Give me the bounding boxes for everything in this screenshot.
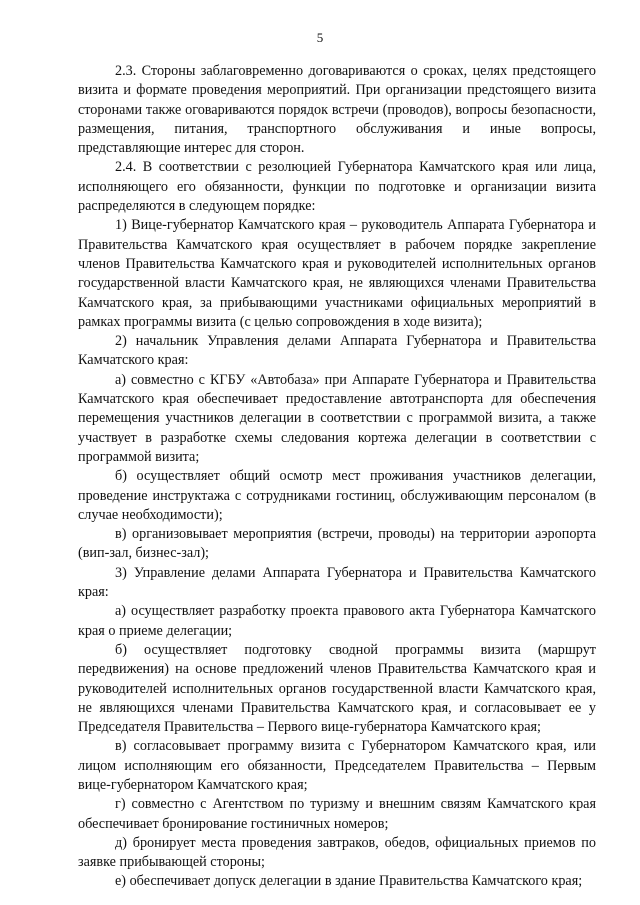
paragraph-item-1: 1) Вице-губернатор Камчатского края – руководитель Аппарата Губернатора и Правительства Камчатского края осуществляет в рабочем порядке закрепление членов Правительства Камчатского края и руководителей исполнительных органов государственной власти Камчатского края, не являющихся членами Правительства Камчатского края, за прибывающими участниками официальных мероприятий в рамках программы визита (с целью сопровождения в ходе визита); bbox=[78, 217, 596, 330]
paragraph-item-3a: а) осуществляет разработку проекта правового акта Губернатора Камчатского края о приеме делегации; bbox=[78, 603, 596, 639]
paragraph-2-4: 2.4. В соответствии с резолюцией Губернатора Камчатского края или лица, исполняющего его обязанности, функции по подготовке и организации визита распределяются в следующем порядке: bbox=[78, 159, 596, 215]
paragraph-item-3b: б) осуществляет подготовку сводной программы визита (маршрут передвижения) на основе предложений членов Правительства Камчатского края и руководителей исполнительных органов государственной власти Камчатского края, не являющихся членами Правительства Камчатского края, и согласовывает ее у Председателя Правительства – Первого вице-губернатора Камчатского края; bbox=[78, 641, 596, 736]
document-body bbox=[78, 62, 596, 892]
page-number: 5 bbox=[316, 30, 324, 45]
paragraph-item-3d: д) бронирует места проведения завтраков, обедов, официальных приемов по заявке прибывающей стороны; bbox=[78, 834, 596, 871]
paragraph-item-2b: б) осуществляет общий осмотр мест проживания участников делегации, проведение инструктажа с сотрудниками гостиниц, обслуживающим персоналом (в случае необходимости); bbox=[78, 468, 596, 523]
paragraph-item-2a: а) совместно с КГБУ «Автобаза» при Аппарате Губернатора и Правительства Камчатского края обеспечивает предоставление автотранспорта для обеспечения перемещения участников делегации в соответствии с программой визита, а также участвует в разработке схемы следования кортежа делегации в соответствии с программой визита; bbox=[78, 371, 596, 465]
paragraph-item-3v: в) согласовывает программу визита с Губернатором Камчатского края, или лицом исполняющим его обязанности, Председателем Правительства – Первым вице-губернатором Камчатского края; bbox=[78, 738, 596, 793]
paragraph-item-3e: е) обеспечивает допуск делегации в здание Правительства Камчатского края; bbox=[115, 873, 583, 890]
paragraph-item-2: 2) начальник Управления делами Аппарата Губернатора и Правительства Камчатского края: bbox=[78, 333, 596, 369]
paragraph-item-3g: г) совместно с Агентством по туризму и внешним связям Камчатского края обеспечивает бронирование гостиничных номеров; bbox=[78, 796, 596, 832]
paragraph-item-2v: в) организовывает мероприятия (встречи, проводы) на территории аэропорта (вип-зал, бизнес-зал); bbox=[78, 526, 596, 562]
paragraph-item-3: 3) Управление делами Аппарата Губернатора и Правительства Камчатского края: bbox=[78, 564, 596, 601]
paragraph-2-3: 2.3. Стороны заблаговременно договариваются о сроках, целях предстоящего визита и формате проведения мероприятий. При организации предстоящего визита сторонами также оговариваются порядок встречи (проводов), вопросы безопасности, размещения, питания, транспортного обслуживания и иные вопросы, представляющие интерес для сторон. bbox=[78, 63, 596, 157]
